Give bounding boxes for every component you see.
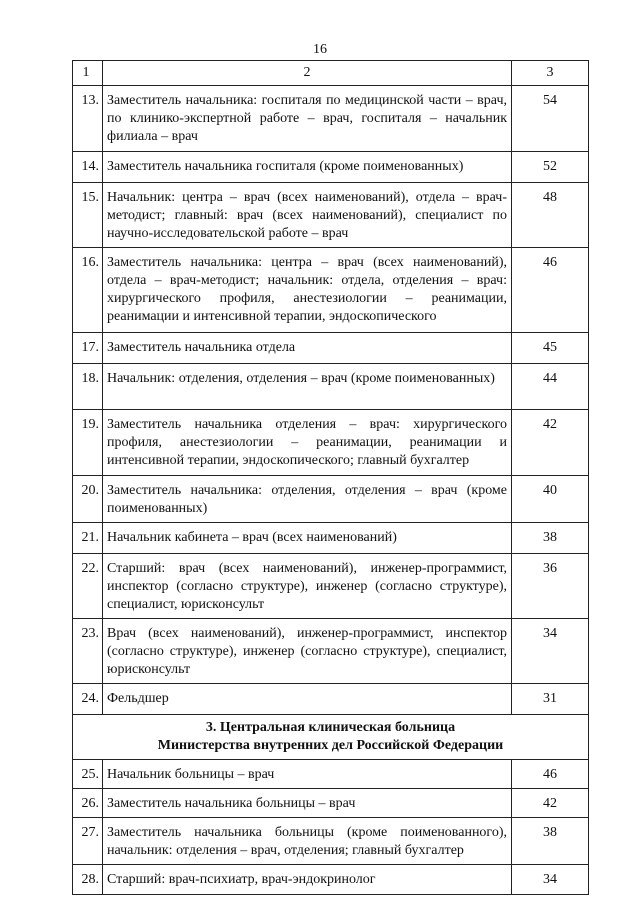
row-number: 19.: [81, 417, 99, 432]
header-col-1: 1: [73, 61, 103, 86]
table-row: [73, 818, 589, 865]
row-text: Фельдшер: [107, 691, 169, 706]
row-value: 44: [543, 371, 557, 386]
row-text: Начальник больницы – врач: [107, 767, 275, 782]
section-heading-row: [73, 715, 589, 760]
table-header-row: [73, 61, 589, 86]
table-row: [73, 410, 589, 476]
row-value: 36: [543, 561, 557, 576]
table-row: [73, 760, 589, 789]
row-value: 52: [543, 159, 557, 174]
table-row: [73, 183, 589, 248]
row-text: Начальник кабинета – врач (всех наименований): [107, 530, 397, 545]
row-number: 20.: [81, 483, 99, 498]
row-number: 18.: [81, 371, 99, 386]
row-text: Заместитель начальника отдела: [107, 340, 296, 355]
row-text: Заместитель начальника больницы – врач: [107, 796, 356, 811]
table-row: [73, 364, 589, 410]
table-row: [73, 619, 589, 684]
row-number: 28.: [81, 872, 99, 887]
row-number: 21.: [81, 530, 99, 545]
table-row: [73, 152, 589, 183]
row-value: 48: [543, 190, 557, 205]
row-text: Заместитель начальника: отделения, отделения – врач (кроме поименованных): [107, 483, 507, 516]
row-value: 42: [543, 417, 557, 432]
row-value: 42: [543, 796, 557, 811]
table-row: [73, 865, 589, 895]
row-value: 45: [543, 340, 557, 355]
table-row: [73, 789, 589, 818]
row-text: Начальник: центра – врач (всех наименований), отдела – врач-методист; главный: врач (всех наименований), специалист по научно-исследовательской работе – врач: [107, 190, 507, 241]
header-col-3: 3: [512, 61, 589, 86]
row-number: 13.: [81, 93, 99, 108]
row-value: 38: [543, 530, 557, 545]
row-number: 17.: [81, 340, 99, 355]
table-row: [73, 86, 589, 152]
header-col-2: 2: [103, 61, 512, 86]
table-row: [73, 554, 589, 619]
section-heading: [73, 715, 589, 760]
row-text: Старший: врач (всех наименований), инженер-программист, инспектор (согласно структуре), инженер (согласно структуре), специалист, юрисконсульт: [107, 561, 507, 612]
row-value: 46: [543, 767, 557, 782]
row-text: Заместитель начальника: госпиталя по медицинской части – врач, по клинико-экспертной работе – врач, госпиталя – начальник филиала – врач: [107, 93, 507, 144]
table-row: [73, 248, 589, 333]
row-text: Заместитель начальника отделения – врач: хирургического профиля, анестезиологии – реанимации, реанимации и интенсивной терапии, эндоскопического; главный бухгалтер: [107, 417, 507, 468]
row-number: 15.: [81, 190, 99, 205]
row-number: 16.: [81, 255, 99, 270]
row-text: Заместитель начальника госпиталя (кроме поименованных): [107, 159, 464, 174]
row-value: 46: [543, 255, 557, 270]
row-number: 23.: [81, 626, 99, 641]
table-row: [73, 333, 589, 364]
row-value: 34: [543, 872, 557, 887]
row-text: Старший: врач-психиатр, врач-эндокринолог: [107, 872, 376, 887]
row-value: 40: [543, 483, 557, 498]
row-number: 24.: [81, 691, 99, 706]
row-value: 31: [543, 691, 557, 706]
row-number: 25.: [81, 767, 99, 782]
row-value: 34: [543, 626, 557, 641]
salary-table: [72, 60, 589, 895]
table-row: [73, 523, 589, 554]
row-text: Заместитель начальника больницы (кроме поименованного), начальник: отделения – врач, отделения; главный бухгалтер: [107, 825, 507, 858]
section-heading-line-1: 3. Центральная клиническая больница: [205, 720, 456, 735]
page-number: 16: [313, 42, 327, 57]
section-heading-line-2: Министерства внутренних дел Российской Федерации: [157, 738, 504, 753]
row-text: Начальник: отделения, отделения – врач (кроме поименованных): [107, 371, 495, 386]
table-row: [73, 476, 589, 523]
row-text: Врач (всех наименований), инженер-программист, инспектор (согласно структуре), инженер (согласно структуре), специалист, юрисконсульт: [107, 626, 507, 677]
row-number: 26.: [81, 796, 99, 811]
row-number: 14.: [81, 159, 99, 174]
row-number: 22.: [81, 561, 99, 576]
row-value: 38: [543, 825, 557, 840]
table-row: [73, 684, 589, 715]
row-text: Заместитель начальника: центра – врач (всех наименований), отдела – врач-методист; начальник: отдела, отделения – врач: хирургического профиля, анестезиологии – реанимации, реанимации и интенсивной терапии, эндоскопического: [107, 255, 507, 324]
row-value: 54: [543, 93, 557, 108]
row-number: 27.: [81, 825, 99, 840]
